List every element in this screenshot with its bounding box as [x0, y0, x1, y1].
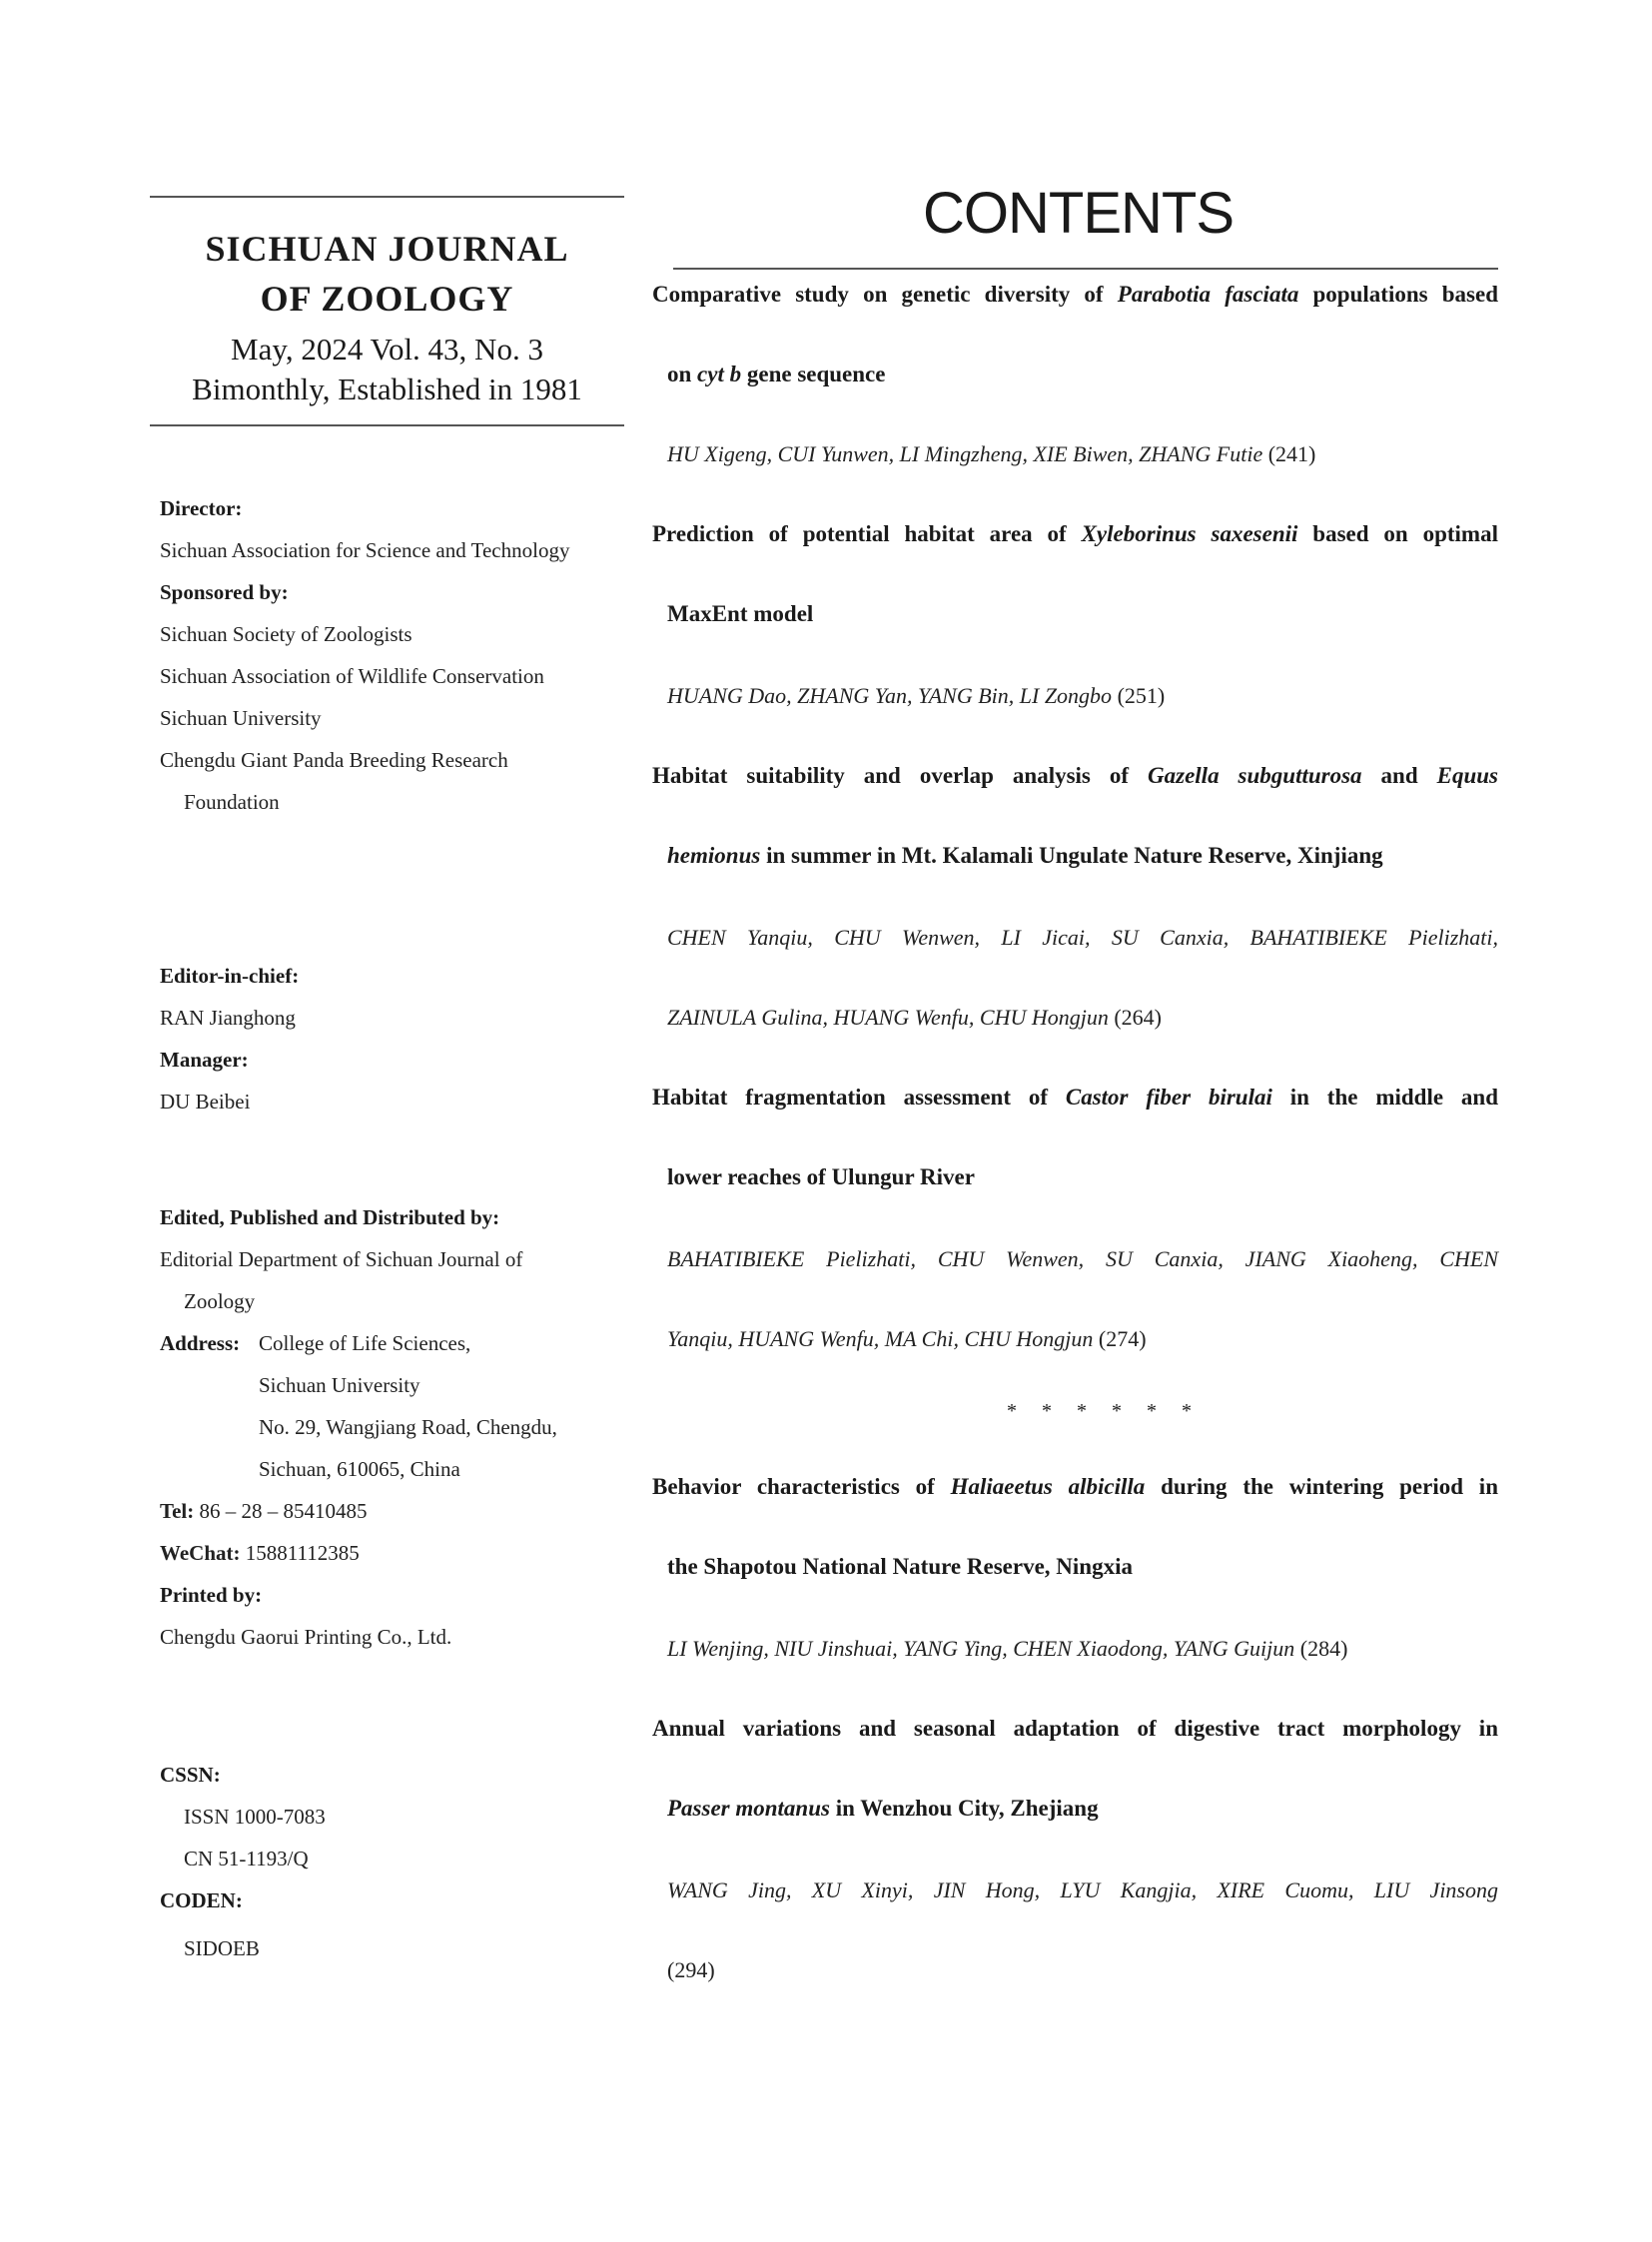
- article-5-author-list: LI Wenjing, NIU Jinshuai, YANG Ying, CHEN Xiaodong, YANG Guijun: [667, 1636, 1295, 1661]
- article-3-title-species-2a: Equus: [1436, 763, 1498, 788]
- sponsor-3: Sichuan University: [160, 706, 322, 730]
- article-3-authors-line1: CHEN Yanqiu, CHU Wenwen, LI Jicai, SU Canxia, BAHATIBIEKE Pielizhati,: [667, 925, 1498, 950]
- article-1-title-c: on: [667, 362, 698, 386]
- article-1-title-b: populations based: [1298, 282, 1498, 307]
- masthead-top-rule: [150, 196, 624, 198]
- article-3-title-line2[interactable]: [667, 843, 1383, 869]
- article-2-title-line2[interactable]: MaxEnt model: [667, 601, 814, 626]
- issn-value: ISSN 1000-7083: [184, 1805, 326, 1829]
- article-1-page: (241): [1267, 441, 1316, 466]
- journal-title-line2: OF ZOOLOGY: [260, 279, 514, 319]
- printed-value: Chengdu Gaorui Printing Co., Ltd.: [160, 1625, 452, 1649]
- wechat-value: 15881112385: [245, 1541, 360, 1565]
- sponsored-label: Sponsored by:: [160, 580, 289, 604]
- frequency-info: Bimonthly, Established in 1981: [192, 372, 582, 406]
- printed-label: Printed by:: [160, 1583, 263, 1607]
- address-label: Address:: [160, 1331, 241, 1355]
- article-4-title-line2[interactable]: lower reaches of Ulungur River: [667, 1164, 975, 1189]
- address-line-4: Sichuan, 610065, China: [259, 1457, 460, 1481]
- article-5-title-a: Behavior characteristics of: [652, 1474, 951, 1499]
- sponsor-4-cont: Foundation: [184, 790, 280, 814]
- article-1-title-line2[interactable]: [667, 362, 885, 387]
- article-6-title-line1[interactable]: Annual variations and seasonal adaptation of digestive tract morphology in: [652, 1716, 1498, 1741]
- journal-title-line1: SICHUAN JOURNAL: [205, 229, 569, 269]
- article-6-title-b: in Wenzhou City, Zhejiang: [829, 1796, 1099, 1821]
- director-value: Sichuan Association for Science and Technology: [160, 538, 570, 562]
- article-1-title-line1[interactable]: [652, 282, 1498, 308]
- article-4-author-list-2: Yanqiu, HUANG Wenfu, MA Chi, CHU Hongjun: [667, 1326, 1094, 1351]
- article-2-title-species: Xyleborinus saxesenii: [1081, 521, 1298, 546]
- article-1-title-d: gene sequence: [741, 362, 886, 386]
- editor-value: RAN Jianghong: [160, 1006, 296, 1030]
- article-6-page: (294): [667, 1957, 715, 1982]
- wechat-label: WeChat:: [160, 1541, 241, 1565]
- contents-rule: [673, 268, 1498, 270]
- article-5-title-line1[interactable]: [652, 1474, 1498, 1500]
- article-3-page: (264): [1114, 1005, 1163, 1030]
- sponsor-4: Chengdu Giant Panda Breeding Research: [160, 748, 508, 772]
- edited-value-2: Zoology: [184, 1289, 256, 1313]
- article-3-title-species-1: Gazella subgutturosa: [1148, 763, 1362, 788]
- tel-line: [160, 1499, 367, 1524]
- address-line-1: College of Life Sciences,: [259, 1331, 471, 1355]
- section-separator: * * * * * *: [1007, 1400, 1202, 1422]
- article-4-authors-line1: BAHATIBIEKE Pielizhati, CHU Wenwen, SU Canxia, JIANG Xiaoheng, CHEN: [667, 1246, 1498, 1271]
- edited-label: Edited, Published and Distributed by:: [160, 1205, 500, 1229]
- article-5-title-line2[interactable]: the Shapotou National Nature Reserve, Ningxia: [667, 1554, 1133, 1579]
- article-2-title-a: Prediction of potential habitat area of: [652, 521, 1082, 546]
- article-3-title-b: and: [1361, 763, 1437, 788]
- article-6-title-species: Passer montanus: [667, 1796, 830, 1821]
- coden-label: CODEN:: [160, 1888, 243, 1912]
- contents-heading: CONTENTS: [923, 181, 1234, 246]
- sponsor-1: Sichuan Society of Zoologists: [160, 622, 413, 646]
- article-3-title-c: in summer in Mt. Kalamali Ungulate Nature Reserve, Xinjiang: [760, 843, 1383, 868]
- cn-value: CN 51-1193/Q: [184, 1847, 309, 1870]
- coden-value: SIDOEB: [184, 1936, 260, 1960]
- article-1-title-species: Parabotia fasciata: [1117, 282, 1299, 307]
- article-5-authors: [667, 1636, 1347, 1662]
- article-4-title-b: in the middle and: [1271, 1085, 1498, 1110]
- wechat-line: [160, 1541, 360, 1566]
- article-2-page: (251): [1117, 683, 1166, 708]
- article-4-title-line1[interactable]: [652, 1085, 1498, 1111]
- article-4-title-species: Castor fiber birulai: [1065, 1085, 1272, 1110]
- tel-label: Tel:: [160, 1499, 195, 1523]
- article-6-title-line2[interactable]: [667, 1796, 1099, 1822]
- sponsor-2: Sichuan Association of Wildlife Conservation: [160, 664, 544, 688]
- cssn-label: CSSN:: [160, 1763, 221, 1787]
- article-4-authors-line2: [667, 1326, 1147, 1352]
- manager-value: DU Beibei: [160, 1090, 251, 1114]
- article-5-title-species: Haliaeetus albicilla: [950, 1474, 1146, 1499]
- article-5-title-b: during the wintering period in: [1145, 1474, 1498, 1499]
- tel-value: 86 – 28 – 85410485: [199, 1499, 368, 1523]
- manager-label: Manager:: [160, 1048, 249, 1072]
- article-2-title-b: based on optimal: [1297, 521, 1498, 546]
- address-line-3: No. 29, Wangjiang Road, Chengdu,: [259, 1415, 557, 1439]
- article-3-title-a: Habitat suitability and overlap analysis of: [652, 763, 1149, 788]
- article-4-title-a: Habitat fragmentation assessment of: [652, 1085, 1066, 1110]
- article-3-title-species-2b: hemionus: [667, 843, 761, 868]
- article-5-page: (284): [1299, 1636, 1348, 1661]
- issue-info: May, 2024 Vol. 43, No. 3: [231, 332, 543, 367]
- article-6-authors: WANG Jing, XU Xinyi, JIN Hong, LYU Kangjia, XIRE Cuomu, LIU Jinsong: [667, 1877, 1498, 1902]
- edited-value-1: Editorial Department of Sichuan Journal of: [160, 1247, 523, 1271]
- article-3-author-list-2: ZAINULA Gulina, HUANG Wenfu, CHU Hongjun: [667, 1005, 1109, 1030]
- article-2-title-line1[interactable]: [652, 521, 1498, 547]
- article-1-authors: [667, 441, 1315, 467]
- article-1-title-gene: cyt b: [697, 362, 742, 386]
- article-4-page: (274): [1098, 1326, 1147, 1351]
- article-1-author-list: HU Xigeng, CUI Yunwen, LI Mingzheng, XIE Biwen, ZHANG Futie: [667, 441, 1263, 466]
- editor-label: Editor-in-chief:: [160, 964, 300, 988]
- article-2-author-list: HUANG Dao, ZHANG Yan, YANG Bin, LI Zongbo: [667, 683, 1113, 708]
- masthead-bottom-rule: [150, 424, 624, 426]
- director-label: Director:: [160, 496, 243, 520]
- article-1-title-a: Comparative study on genetic diversity of: [652, 282, 1118, 307]
- address-line-2: Sichuan University: [259, 1373, 420, 1397]
- article-3-authors-line2: [667, 1005, 1162, 1031]
- article-3-title-line1[interactable]: [652, 763, 1498, 789]
- article-2-authors: [667, 683, 1165, 709]
